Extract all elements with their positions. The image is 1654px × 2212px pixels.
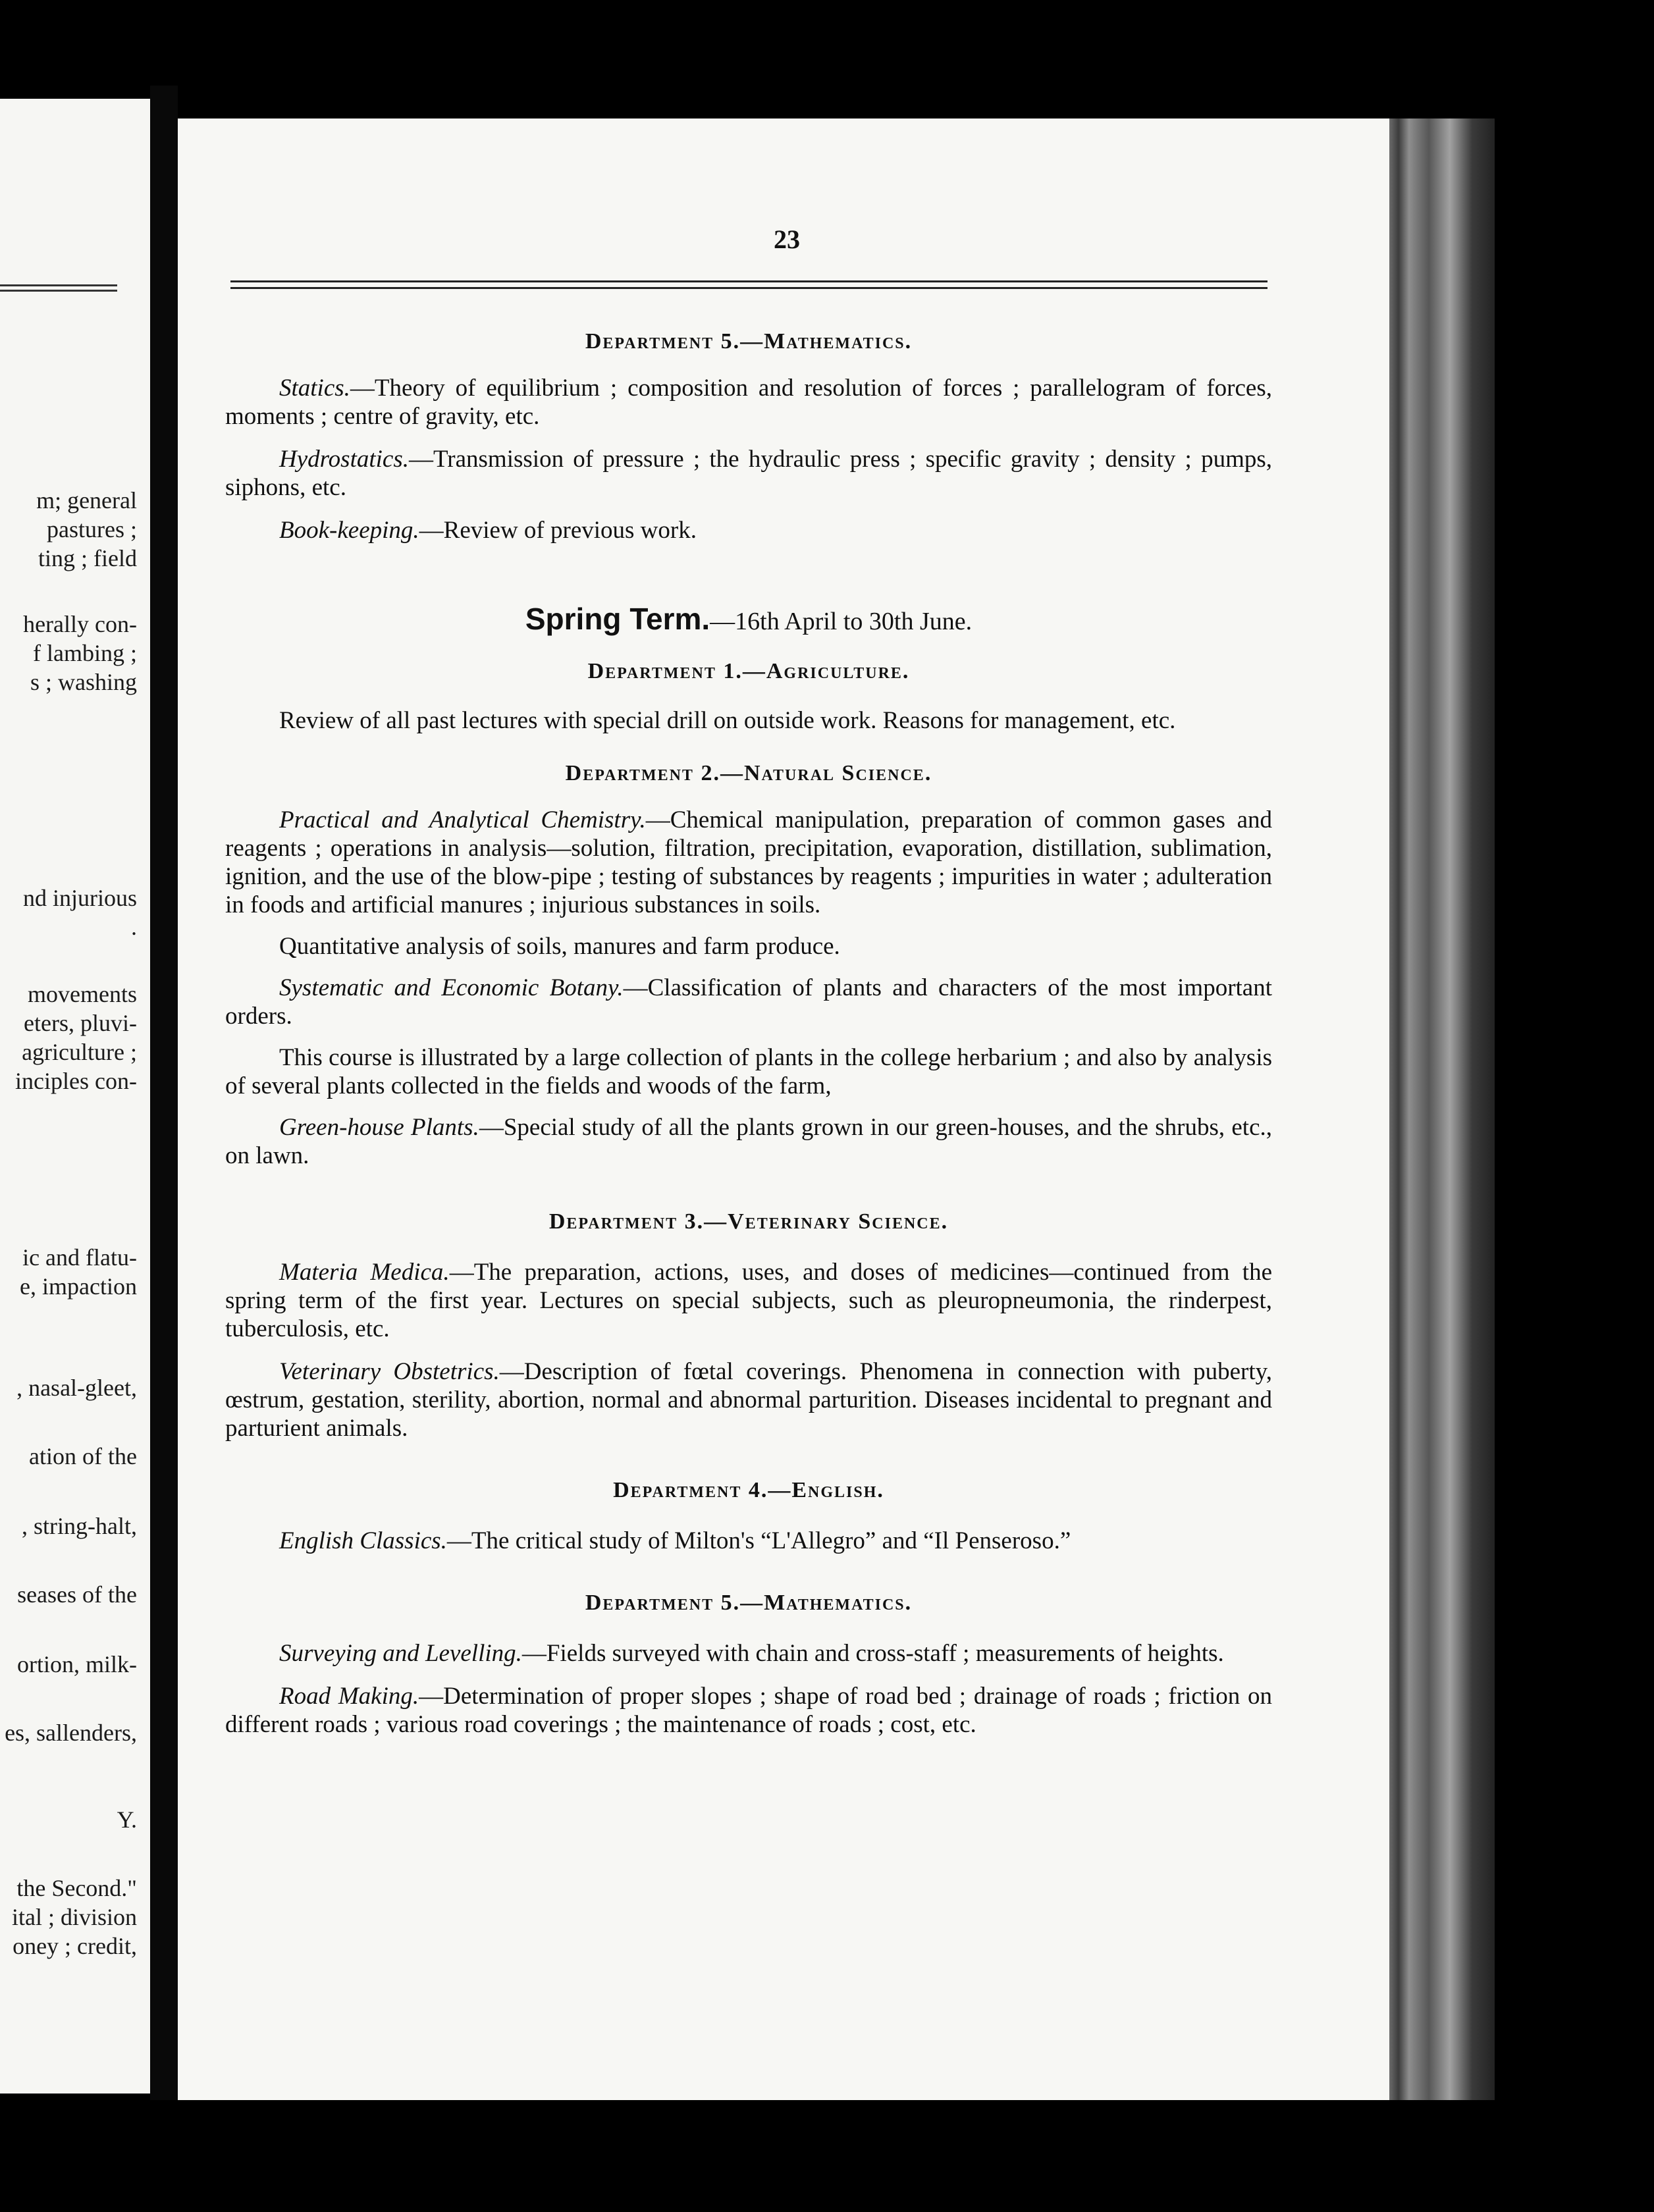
text-fragment: ation of the <box>29 1443 137 1469</box>
paragraph-text: —The critical study of Milton's “L'Allegro” and “Il Penseroso.” <box>446 1527 1071 1554</box>
paragraph <box>225 1113 1272 1170</box>
department-heading: Department 3.—Veterinary Science. <box>548 1209 949 1234</box>
text-fragment: herally con- <box>23 611 137 637</box>
book-page <box>178 118 1396 2100</box>
header-rule <box>230 287 1267 289</box>
paragraph-term: Systematic and Economic Botany. <box>279 974 624 1001</box>
term-heading <box>225 601 1272 637</box>
header-rule <box>230 280 1267 282</box>
paragraph-text: —Transmission of pressure ; the hydraulic press ; specific gravity ; density ; pumps, siphons, etc. <box>225 446 1272 501</box>
text-fragment: . <box>131 914 137 940</box>
text-fragment: nd injurious <box>22 885 137 911</box>
paragraph-term: Book-keeping. <box>279 517 419 544</box>
paragraph <box>225 1682 1272 1739</box>
text-fragment: ital ; division <box>11 1904 137 1930</box>
header-rule <box>0 284 117 286</box>
paragraph <box>225 445 1272 502</box>
paragraph-term: Materia Medica. <box>279 1259 450 1286</box>
paragraph-term: Statics. <box>279 375 350 402</box>
text-fragment: seases of the <box>17 1581 137 1608</box>
book-gutter <box>150 86 178 2100</box>
paragraph-text: —Determination of proper slopes ; shape of road bed ; drainage of roads ; friction on different roads ; various road coverings ; the maintenance of roads ; cost, etc. <box>225 1683 1272 1738</box>
text-fragment: agriculture ; <box>22 1039 137 1065</box>
text-fragment: ting ; field <box>38 545 137 571</box>
page-content <box>225 329 1272 1739</box>
text-fragment: f lambing ; <box>33 640 137 666</box>
paragraph <box>225 1043 1272 1100</box>
paragraph-text: —Review of previous work. <box>419 517 697 544</box>
paragraph <box>225 806 1272 919</box>
department-heading: Department 5.—Mathematics. <box>585 329 913 354</box>
text-fragment: es, sallenders, <box>5 1720 137 1746</box>
paragraph-text: Review of all past lectures with special drill on outside work. Reasons for management, etc. <box>279 707 1176 734</box>
department-heading: Department 4.—English. <box>613 1478 884 1502</box>
text-fragment: pastures ; <box>47 516 137 542</box>
text-fragment: e, impaction <box>20 1273 137 1300</box>
text-fragment: , string-halt, <box>22 1513 137 1539</box>
paragraph <box>225 516 1272 544</box>
paragraph-term: Hydrostatics. <box>279 446 409 473</box>
paragraph-term: English Classics. <box>279 1527 447 1554</box>
text-fragment: ortion, milk- <box>17 1651 137 1677</box>
paragraph <box>225 1357 1272 1442</box>
text-fragment: eters, pluvi- <box>24 1010 137 1036</box>
department-heading: Department 2.—Natural Science. <box>565 761 932 785</box>
paragraph-term: Veterinary Obstetrics. <box>279 1358 500 1385</box>
paragraph <box>225 706 1272 735</box>
text-fragment: inciples con- <box>15 1068 137 1094</box>
term-name: Spring Term. <box>525 602 710 636</box>
text-fragment: movements <box>28 981 137 1007</box>
paragraph-text: —Chemical manipulation, preparation of common gases and reagents ; operations in analysis—solution, filtration, precipitation, evaporation, distillation, sublimation, ignition, and the use of the blow-pipe ; testing of substances by reagents ; impurities in water ; adulteration in foods and artificial manures ; injurious substances in soils. <box>225 806 1272 918</box>
paragraph <box>225 932 1272 961</box>
paragraph-text: —Theory of equilibrium ; composition and resolution of forces ; parallelogram of forces, moments ; centre of gravity, etc. <box>225 375 1272 430</box>
text-fragment: m; general <box>36 487 137 514</box>
header-rule <box>0 290 117 292</box>
paragraph-text: Quantitative analysis of soils, manures and farm produce. <box>279 933 840 960</box>
paragraph <box>225 974 1272 1030</box>
text-fragment: the Second." <box>16 1875 137 1901</box>
text-fragment: , nasal-gleet, <box>16 1375 137 1401</box>
page-number: 23 <box>774 224 800 254</box>
page-block-edges <box>1389 118 1495 2100</box>
paragraph-term: Practical and Analytical Chemistry. <box>279 806 646 833</box>
text-fragment: ic and flatu- <box>22 1244 137 1271</box>
department-heading: Department 1.—Agriculture. <box>587 659 910 683</box>
paragraph <box>225 1258 1272 1343</box>
paragraph-text: This course is illustrated by a large collection of plants in the college herbarium ; and also by analysis of several plants collected in the fields and woods of the farm, <box>225 1044 1272 1099</box>
department-heading: Department 5.—Mathematics. <box>585 1591 913 1615</box>
text-fragment: Y. <box>117 1806 137 1833</box>
text-fragment: s ; washing <box>30 669 137 695</box>
paragraph <box>225 1527 1272 1555</box>
paragraph-text: —Classification of plants and characters of the most important orders. <box>225 974 1272 1030</box>
term-dates: —16th April to 30th June. <box>710 608 973 635</box>
text-fragment: oney ; credit, <box>13 1933 137 1959</box>
paragraph <box>225 374 1272 431</box>
paragraph-term: Road Making. <box>279 1683 419 1710</box>
previous-page-margin <box>0 99 150 2094</box>
paragraph-term: Surveying and Levelling. <box>279 1640 522 1667</box>
paragraph <box>225 1639 1272 1668</box>
paragraph-text: —Fields surveyed with chain and cross-staff ; measurements of heights. <box>521 1640 1224 1667</box>
paragraph-term: Green-house Plants. <box>279 1114 479 1141</box>
paragraph-text: —Special study of all the plants grown in our green-houses, and the shrubs, etc., on lawn. <box>225 1114 1272 1169</box>
paragraph-text: —Description of fœtal coverings. Phenomena in connection with puberty, œstrum, gestation, sterility, abortion, normal and abnormal parturition. Diseases incidental to pregnant and parturient animals. <box>225 1358 1272 1442</box>
paragraph-text: —The preparation, actions, uses, and doses of medicines—continued from the spring term of the first year. Lectures on special subjects, such as pleuropneumonia, the rinderpest, tuberculosis, etc. <box>225 1259 1272 1342</box>
